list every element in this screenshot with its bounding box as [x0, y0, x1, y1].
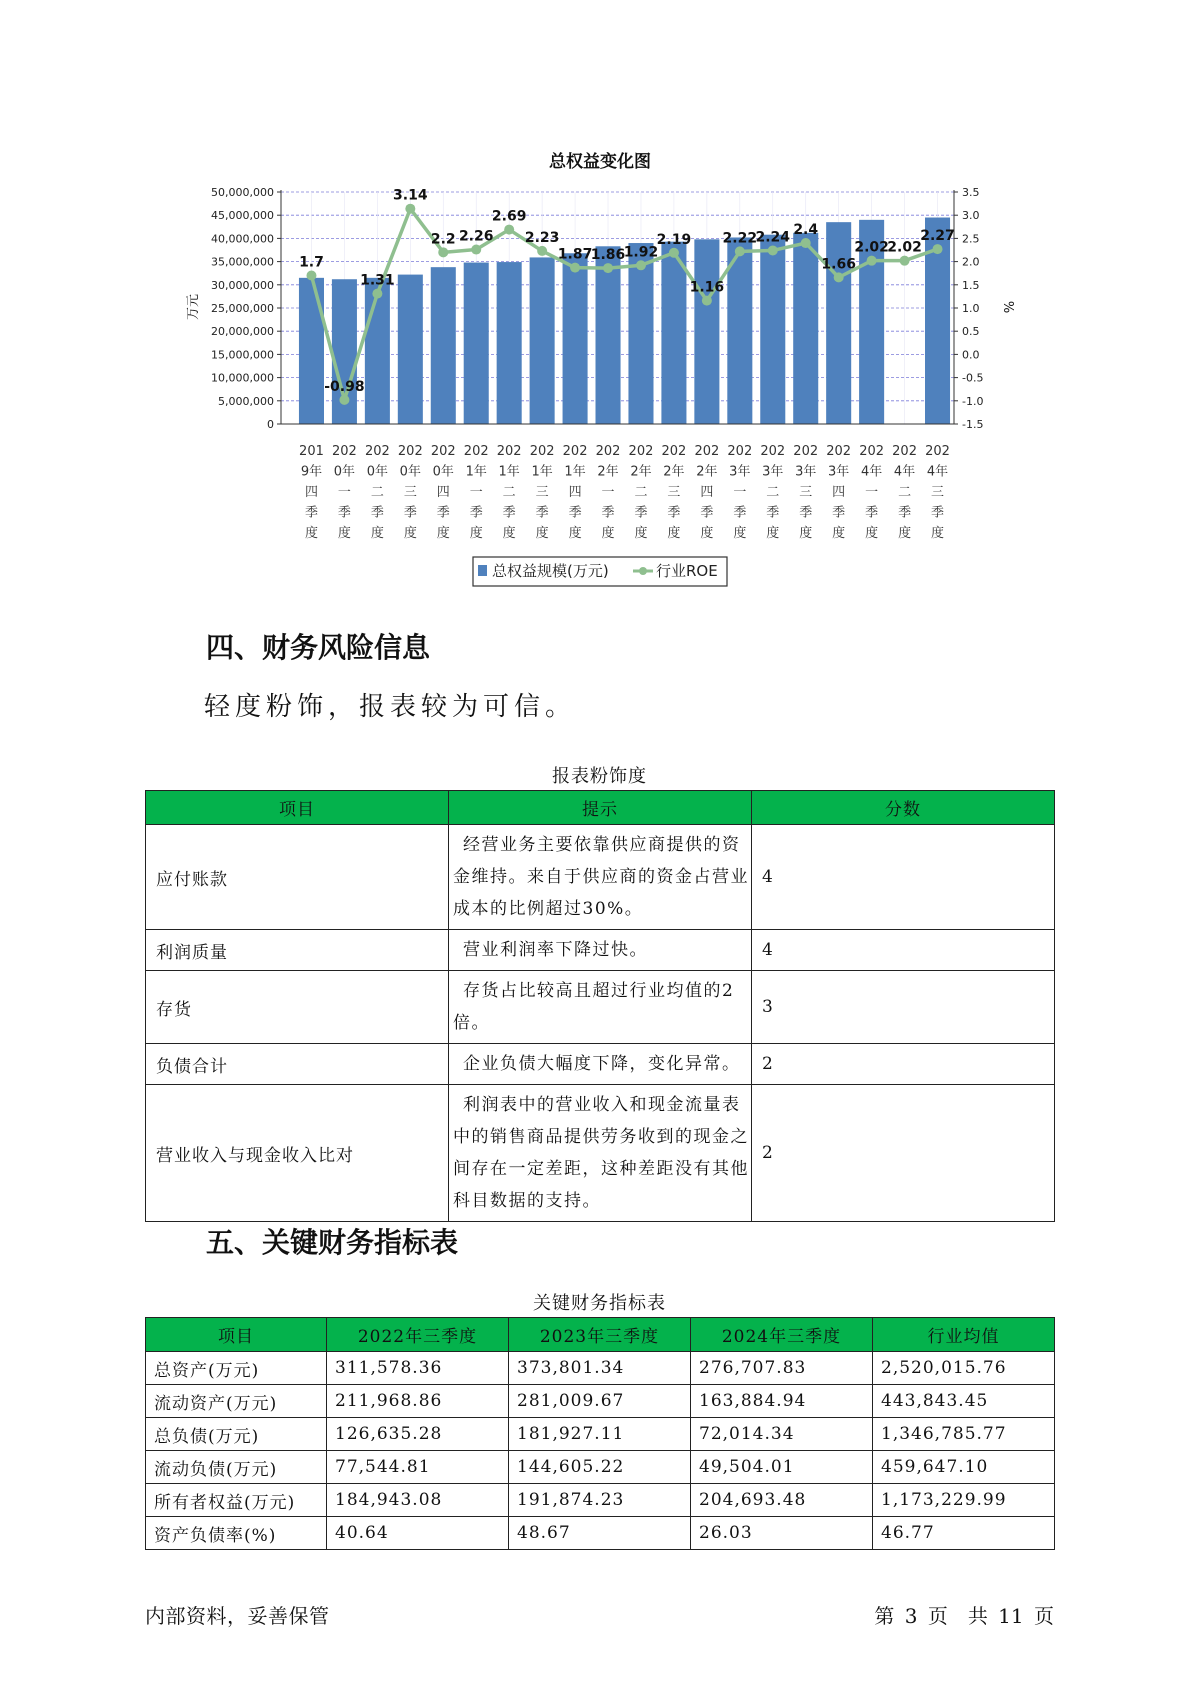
x-tick-label: 度 [766, 526, 780, 541]
equity-chart [0, 0, 1191, 600]
roe-data-label: 1.16 [689, 279, 725, 296]
x-tick-label: 季 [502, 505, 516, 521]
x-tick-label: 度 [931, 526, 945, 541]
row-score: 2 [752, 1044, 1055, 1085]
roe-data-label: 2.24 [755, 229, 791, 246]
x-tick-label: 202 [859, 444, 885, 459]
roe-point [768, 245, 778, 255]
x-tick-label: 季 [337, 505, 351, 521]
cell-2022q3: 126,635.28 [327, 1418, 509, 1451]
cell-industry-avg: 443,843.45 [873, 1385, 1055, 1418]
y-right-tick-label: -0.5 [962, 371, 984, 385]
y-left-tick-label: 10,000,000 [211, 371, 274, 385]
line-series [299, 188, 955, 405]
x-tick-label: 季 [931, 505, 945, 521]
section4-title: 四、财务风险信息 [206, 631, 431, 664]
roe-point [405, 204, 415, 214]
cell-2023q3: 191,874.23 [509, 1484, 691, 1517]
roe-data-label: 1.87 [557, 246, 593, 263]
x-tick-label: 季 [634, 505, 648, 521]
cell-2024q3: 72,014.34 [691, 1418, 873, 1451]
row-hint: 营业利润率下降过快。 [449, 930, 752, 971]
cell-2022q3: 40.64 [327, 1517, 509, 1550]
header-item: 项目 [146, 791, 449, 825]
section5-title: 五、关键财务指标表 [206, 1226, 459, 1259]
key-indicators-table [145, 1317, 1055, 1550]
row-item: 流动资产(万元) [146, 1385, 327, 1418]
header-2024q3: 2024年三季度 [691, 1318, 873, 1352]
x-tick-label: 四 [304, 485, 318, 500]
x-tick-label: 2年 [597, 464, 619, 480]
x-tick-label: 度 [568, 526, 582, 541]
x-tick-label: 202 [430, 444, 456, 459]
x-tick-label: 四 [832, 485, 846, 500]
table-header-row [146, 791, 1055, 825]
roe-data-label: 2.2 [430, 231, 456, 248]
roe-point [438, 247, 448, 257]
bar [431, 267, 456, 424]
row-item: 流动负债(万元) [146, 1451, 327, 1484]
cell-2024q3: 26.03 [691, 1517, 873, 1550]
cell-2023q3: 373,801.34 [509, 1352, 691, 1385]
x-tick-label: 202 [661, 444, 687, 459]
y-left-tick-label: 15,000,000 [211, 348, 274, 362]
roe-data-label: 1.31 [360, 272, 395, 289]
roe-data-label: 1.7 [299, 254, 324, 271]
x-tick-label: 202 [892, 444, 917, 459]
roe-point [603, 263, 613, 273]
row-hint: 企业负债大幅度下降，变化异常。 [449, 1044, 752, 1085]
cell-2023q3: 144,605.22 [509, 1451, 691, 1484]
y-right-tick-label: 3.0 [962, 209, 980, 223]
x-tick-label: 202 [364, 444, 390, 459]
roe-point [504, 225, 514, 235]
row-hint: 存货占比较高且超过行业均值的2倍。 [449, 971, 752, 1044]
cell-2023q3: 48.67 [509, 1517, 691, 1550]
table-row [146, 930, 1055, 971]
y-right-tick-label: -1.0 [962, 394, 984, 408]
x-tick-label: 二 [502, 485, 516, 500]
table1-caption: 报表粉饰度 [552, 766, 647, 787]
header-2022q3: 2022年三季度 [327, 1318, 509, 1352]
row-item: 负债合计 [146, 1044, 449, 1085]
cell-industry-avg: 459,647.10 [873, 1451, 1055, 1484]
roe-data-label: -0.98 [324, 378, 365, 395]
roe-point [306, 271, 316, 281]
table-row [146, 825, 1055, 930]
whitewash-table [145, 790, 1055, 1222]
x-tick-label: 一 [733, 485, 747, 500]
x-tick-label: 三 [667, 485, 681, 500]
x-tick-label: 二 [766, 485, 780, 500]
cell-industry-avg: 2,520,015.76 [873, 1352, 1055, 1385]
x-tick-label: 四 [436, 485, 450, 500]
roe-point [636, 260, 646, 270]
roe-point [867, 256, 877, 266]
y-left-tick-label: 25,000,000 [211, 302, 274, 315]
x-tick-label: 4年 [860, 464, 883, 480]
x-tick-label: 季 [403, 505, 417, 521]
row-item: 所有者权益(万元) [146, 1484, 327, 1517]
roe-data-label: 2.23 [524, 229, 560, 246]
x-tick-label: 季 [601, 505, 615, 521]
x-tick-label: 一 [469, 485, 483, 500]
table-row [146, 1044, 1055, 1085]
x-tick-label: 四 [568, 485, 582, 500]
x-tick-label: 度 [601, 526, 615, 541]
header-score: 分数 [752, 791, 1055, 825]
roe-data-label: 3.14 [393, 187, 428, 204]
footer-confidential: 内部资料，妥善保管 [145, 1604, 330, 1628]
header-industry-avg: 行业均值 [873, 1318, 1055, 1352]
roe-point [900, 256, 910, 266]
roe-data-label: 1.86 [590, 247, 626, 264]
x-tick-label: 度 [865, 526, 879, 541]
x-tick-label: 度 [337, 526, 351, 541]
x-tick-label: 2年 [630, 464, 652, 480]
cell-2024q3: 276,707.83 [691, 1352, 873, 1385]
x-tick-label: 1年 [465, 464, 487, 480]
x-tick-label: 度 [403, 526, 417, 541]
x-tick-label: 0年 [333, 464, 356, 480]
x-tick-label: 3年 [729, 464, 751, 480]
x-tick-label: 0年 [366, 464, 389, 480]
y-left-tick-label: 45,000,000 [211, 209, 274, 223]
roe-data-label: 2.02 [854, 239, 889, 256]
header-2023q3: 2023年三季度 [509, 1318, 691, 1352]
roe-data-label: 2.4 [793, 222, 819, 239]
y-left-tick-label: 5,000,000 [218, 394, 274, 408]
x-tick-label: 202 [628, 444, 654, 459]
y-right-tick-label: 2.0 [962, 255, 980, 269]
x-tick-label: 202 [397, 444, 423, 459]
x-tick-label: 度 [667, 526, 681, 541]
x-tick-label: 季 [469, 505, 483, 521]
row-score: 2 [752, 1085, 1055, 1222]
x-tick-label: 季 [700, 505, 714, 521]
x-tick-label: 202 [760, 444, 786, 459]
y-right-tick-label: 0.0 [962, 348, 980, 362]
x-tick-label: 度 [535, 526, 549, 541]
bar [760, 235, 785, 424]
x-tick-label: 四 [700, 485, 714, 500]
cell-2023q3: 181,927.11 [509, 1418, 691, 1451]
roe-point [834, 272, 844, 282]
x-tick-label: 202 [793, 444, 819, 459]
cell-2022q3: 184,943.08 [327, 1484, 509, 1517]
bar [563, 253, 588, 424]
x-tick-label: 1年 [498, 464, 520, 480]
cell-2022q3: 311,578.36 [327, 1352, 509, 1385]
chart-title: 总权益变化图 [549, 152, 651, 172]
header-hint: 提示 [449, 791, 752, 825]
roe-data-label: 2.27 [920, 228, 955, 245]
table-header-row [146, 1318, 1055, 1352]
x-tick-label: 季 [436, 505, 450, 521]
x-tick-label: 3年 [762, 464, 784, 480]
roe-data-label: 1.66 [821, 256, 856, 273]
bar [299, 278, 324, 424]
x-tick-label: 度 [832, 526, 846, 541]
cell-2023q3: 281,009.67 [509, 1385, 691, 1418]
roe-point [339, 395, 349, 405]
table-row [146, 971, 1055, 1044]
y-axis-left-label: 万元 [186, 293, 201, 321]
x-tick-label: 度 [898, 526, 912, 541]
legend-bar-swatch [478, 565, 487, 576]
x-tick-label: 度 [700, 526, 714, 541]
x-tick-label: 季 [733, 505, 747, 521]
x-tick-label: 季 [370, 505, 384, 521]
x-tick-label: 2年 [696, 464, 718, 480]
x-tick-label: 202 [925, 444, 950, 459]
x-tick-label: 三 [535, 485, 549, 500]
y-left-tick-label: 40,000,000 [211, 232, 274, 246]
row-item: 营业收入与现金收入比对 [146, 1085, 449, 1222]
cell-2022q3: 77,544.81 [327, 1451, 509, 1484]
cell-2024q3: 163,884.94 [691, 1385, 873, 1418]
x-tick-label: 季 [568, 505, 582, 521]
bar [365, 278, 390, 424]
x-tick-label: 一 [337, 485, 351, 500]
x-tick-label: 201 [299, 444, 324, 459]
x-tick-label: 度 [370, 526, 384, 541]
row-item: 存货 [146, 971, 449, 1044]
roe-point [537, 246, 547, 256]
header-item: 项目 [146, 1318, 327, 1352]
x-tick-label: 度 [502, 526, 516, 541]
table-row [146, 1085, 1055, 1222]
x-tick-label: 季 [667, 505, 681, 521]
x-tick-label: 季 [898, 505, 912, 521]
table-row [146, 1418, 1055, 1451]
x-tick-label: 二 [370, 485, 384, 500]
x-tick-label: 季 [865, 505, 879, 521]
x-tick-label: 202 [496, 444, 522, 459]
cell-industry-avg: 1,173,229.99 [873, 1484, 1055, 1517]
x-tick-label: 202 [595, 444, 621, 459]
table-row [146, 1385, 1055, 1418]
roe-data-label: 2.02 [887, 239, 922, 256]
row-hint: 利润表中的营业收入和现金流量表中的销售商品提供劳务收到的现金之间存在一定差距，这种差距没有其他科目数据的支持。 [449, 1085, 752, 1222]
cell-2022q3: 211,968.86 [327, 1385, 509, 1418]
bar [464, 263, 489, 424]
row-item: 利润质量 [146, 930, 449, 971]
roe-data-label: 2.19 [656, 231, 692, 248]
table-row [146, 1451, 1055, 1484]
x-tick-label: 度 [634, 526, 648, 541]
y-left-tick-label: 30,000,000 [211, 278, 274, 292]
x-tick-label: 度 [469, 526, 483, 541]
x-tick-label: 202 [529, 444, 555, 459]
x-tick-label: 度 [436, 526, 450, 541]
roe-point [933, 244, 943, 254]
x-tick-label: 0年 [399, 464, 421, 480]
table-row [146, 1352, 1055, 1385]
roe-data-label: 2.26 [458, 228, 494, 245]
y-left-tick-label: 20,000,000 [211, 325, 274, 339]
x-tick-label: 一 [865, 485, 879, 500]
x-tick-label: 0年 [432, 464, 454, 480]
bar [694, 239, 719, 424]
y-left-tick-label: 50,000,000 [211, 186, 274, 199]
x-tick-label: 202 [694, 444, 720, 459]
risk-summary: 轻度粉饰，报表较为可信。 [204, 692, 577, 722]
x-tick-label: 一 [601, 485, 615, 500]
row-hint: 经营业务主要依靠供应商提供的资金维持。来自于供应商的资金占营业成本的比例超过30%。 [449, 825, 752, 930]
footer-page-number: 第 3 页 共 11 页 [874, 1604, 1054, 1628]
x-tick-label: 202 [463, 444, 489, 459]
x-tick-label: 三 [403, 485, 417, 500]
y-right-tick-label: -1.5 [962, 418, 984, 431]
x-tick-label: 季 [535, 505, 549, 521]
y-left-tick-label: 0 [267, 418, 274, 431]
legend-bar-label: 总权益规模(万元) [492, 562, 609, 580]
x-tick-label: 3年 [828, 464, 850, 480]
row-item: 应付账款 [146, 825, 449, 930]
x-tick-label: 202 [727, 444, 753, 459]
x-tick-label: 季 [799, 505, 813, 521]
x-tick-label: 2年 [663, 464, 685, 480]
bar [530, 257, 555, 424]
x-tick-label: 4年 [926, 464, 949, 480]
bar [793, 233, 818, 424]
row-score: 4 [752, 825, 1055, 930]
row-item: 资产负债率(%) [146, 1517, 327, 1550]
bar [661, 242, 686, 424]
row-score: 3 [752, 971, 1055, 1044]
roe-data-label: 2.22 [722, 230, 758, 247]
roe-point [669, 248, 679, 258]
table-row [146, 1484, 1055, 1517]
x-tick-label: 三 [931, 485, 945, 500]
x-tick-label: 202 [562, 444, 588, 459]
x-tick-label: 二 [634, 485, 648, 500]
y-axis-right-label: % [1000, 300, 1015, 314]
x-tick-label: 季 [766, 505, 780, 521]
table2-caption: 关键财务指标表 [533, 1293, 666, 1314]
x-tick-label: 度 [799, 526, 813, 541]
x-tick-label: 4年 [893, 464, 916, 480]
x-tick-label: 三 [799, 485, 813, 500]
cell-2024q3: 49,504.01 [691, 1451, 873, 1484]
bar [497, 262, 522, 424]
x-tick-label: 1年 [531, 464, 553, 480]
roe-point [702, 296, 712, 306]
x-tick-label: 二 [898, 485, 912, 500]
y-right-tick-label: 2.5 [962, 232, 980, 246]
x-tick-label: 季 [832, 505, 846, 521]
cell-2024q3: 204,693.48 [691, 1484, 873, 1517]
bar [398, 275, 423, 424]
bar [826, 222, 851, 424]
row-item: 总负债(万元) [146, 1418, 327, 1451]
chart-legend [473, 557, 727, 586]
roe-point [801, 238, 811, 248]
x-tick-label: 3年 [795, 464, 817, 480]
roe-point [735, 246, 745, 256]
y-right-tick-label: 0.5 [962, 325, 980, 339]
table-row [146, 1517, 1055, 1550]
y-left-tick-label: 35,000,000 [211, 255, 274, 269]
y-right-tick-label: 1.5 [962, 278, 980, 292]
x-tick-label: 1年 [564, 464, 586, 480]
y-right-tick-label: 3.5 [962, 186, 980, 199]
roe-point [372, 289, 382, 299]
roe-data-label: 2.69 [491, 208, 527, 225]
row-item: 总资产(万元) [146, 1352, 327, 1385]
y-right-tick-label: 1.0 [962, 302, 980, 315]
legend-line-label: 行业ROE [656, 562, 718, 580]
x-tick-label: 度 [304, 526, 318, 541]
x-tick-label: 度 [733, 526, 747, 541]
roe-point [570, 263, 580, 273]
x-tick-label: 9年 [300, 464, 323, 480]
x-tick-label: 季 [304, 505, 318, 521]
row-score: 4 [752, 930, 1055, 971]
x-tick-label: 202 [826, 444, 852, 459]
roe-data-label: 1.92 [623, 244, 659, 261]
cell-industry-avg: 1,346,785.77 [873, 1418, 1055, 1451]
cell-industry-avg: 46.77 [873, 1517, 1055, 1550]
roe-point [471, 245, 481, 255]
legend-line-marker [639, 567, 647, 575]
x-tick-label: 202 [332, 444, 357, 459]
